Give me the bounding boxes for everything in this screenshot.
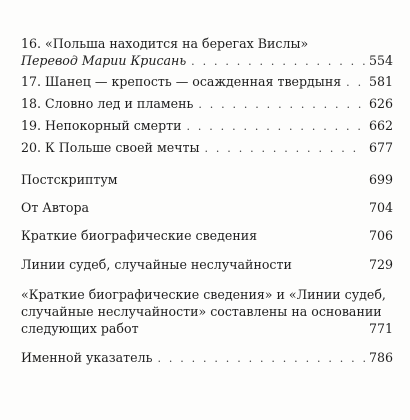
toc-entry [21,227,393,244]
toc-entry-title: 16. «Польша находится на берегах Вислы» [21,36,309,51]
toc-entry-page: 771 [368,321,393,336]
dot-leader [346,74,365,91]
toc-entry [21,35,393,70]
toc-entry-page: 786 [368,350,393,365]
toc-entry [21,139,393,157]
toc-entry-page: 706 [368,228,393,243]
toc-entry-page: 554 [368,53,393,68]
toc-entry [21,73,393,91]
toc-entry-page: 699 [368,172,393,187]
table-of-contents [21,35,393,367]
toc-entry-title: От Автора [21,200,90,215]
toc-entry-page: 704 [368,200,393,215]
toc-entry [21,199,393,216]
dot-leader [191,53,365,70]
dot-leader [187,118,365,135]
toc-entry [21,349,393,367]
toc-entry-title: 20. К Польше своей мечты [21,140,200,155]
toc-entry-title: 17. Шанец — крепость — осажденная твердыня [21,74,342,89]
toc-entry-title: Постскриптум [21,172,118,187]
dot-leader [157,350,365,367]
toc-entry-title: Краткие биографические сведения [21,228,258,243]
dot-leader [205,140,365,157]
toc-entry [21,171,393,188]
toc-entry-title: Именной указатель [21,350,153,365]
toc-entry-title: «Краткие биографические сведения» и «Линии судеб, [21,287,386,302]
toc-entry [21,286,393,337]
toc-entry-page: 626 [368,96,393,111]
toc-entry-page: 677 [368,140,393,155]
toc-entry-title: 18. Словно лед и пламень [21,96,194,111]
toc-entry [21,95,393,113]
toc-entry-page: 662 [368,118,393,133]
toc-entry-page: 581 [368,74,393,89]
dot-leader [198,96,365,113]
toc-entry-title: 19. Непокорный смерти [21,118,182,133]
toc-entry-page: 729 [368,257,393,272]
toc-entry [21,117,393,135]
toc-entry-title: Линии судеб, случайные неслучайности [21,257,292,272]
toc-entry [21,256,393,273]
toc-entry-title: случайные неслучайности» составлены на основании [21,304,382,319]
toc-entry-title: следующих работ [21,321,139,336]
toc-entry-translator: Перевод Марии Крисань [21,53,187,68]
